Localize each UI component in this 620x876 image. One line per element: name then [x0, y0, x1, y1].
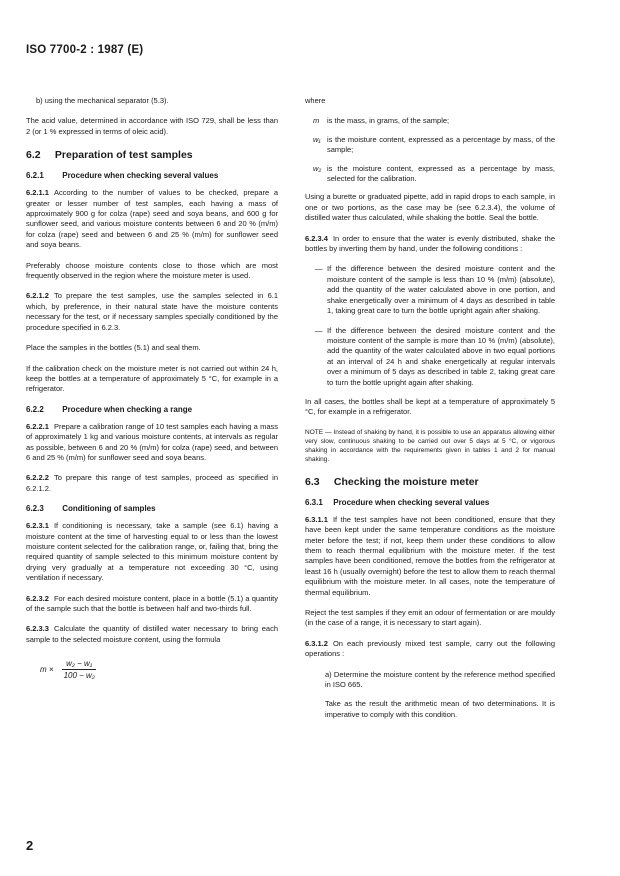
section-title: Procedure when checking several values — [333, 497, 490, 507]
paragraph-number: 6.2.2.1 — [26, 421, 49, 431]
paragraph-text: On each previously mixed test sample, carry out the following operations : — [305, 638, 555, 659]
formula-numerator: w₂ − w₁ — [62, 659, 96, 670]
paragraph-6-3-1-1 — [305, 515, 555, 598]
list-item-b: b) using the mechanical separator (5.3). — [36, 96, 169, 105]
shaking-note: NOTE — Instead of shaking by hand, it is possible to use an apparatus allowing either very slow, continuous shaking to be carried out over 5 days at 5 °C, or vigorous shaking in accordance with the requirements given in tables 1 and 2 for manual shaking. — [305, 428, 555, 463]
formula-mass-term: m × — [40, 665, 54, 675]
section-number: 6.2.2 — [26, 404, 44, 414]
acid-value-paragraph: The acid value, determined in accordance with ISO 729, shall be less than 2 (or 1 % expressed in terms of oleic acid). — [26, 116, 278, 136]
section-6-2-1-heading — [26, 171, 278, 180]
paragraph-6-2-3-1 — [26, 521, 278, 583]
standard-header: ISO 7700-2 : 1987 (E) — [26, 44, 144, 56]
section-6-3-heading — [305, 476, 555, 488]
section-number: 6.2.3 — [26, 504, 44, 514]
paragraph-number: 6.3.1.2 — [305, 638, 328, 648]
paragraph-6-2-1-2 — [26, 291, 278, 333]
paragraph-text: To prepare the test samples, use the samples selected in 6.1 which, by preference, in their natural state have the moisture contents necessary for the test, or if necessary samples specially conditioned by the procedure specified in 6.2.3. — [26, 291, 278, 332]
variable-text: is the moisture content, expressed as a percentage by mass, selected for the calibration. — [327, 163, 555, 184]
section-title: Procedure when checking a range — [62, 404, 193, 414]
section-number: 6.2 — [26, 149, 41, 162]
paragraph-number: 6.2.3.3 — [26, 624, 49, 634]
section-title: Procedure when checking several values — [62, 171, 219, 181]
variable-symbol: w₂ — [313, 163, 322, 173]
paragraph-text: According to the number of values to be checked, prepare a greater or lesser number of test samples, each having a mass of approximately 900 g for colza (rape) seed and soya beans, and 600 g for sunflower seed, and various moisture contents between 6 and 20 % (m/m) for colza (rape) seed and between 6 and 25 % (m/m) for sunflower seed and soya beans. — [26, 188, 278, 250]
place-samples-paragraph: Place the samples in the bottles (5.1) and seal them. — [26, 343, 201, 353]
variable-symbol: w₁ — [313, 134, 321, 144]
paragraph-text: If the test samples have not been conditioned, ensure that they have been kept under the same temperature conditions as the moisture meter before the test; if not, keep them under these conditions to allow them to reach thermal equilibrium with the moisture meter. If the test samples have been conditioned, remove the bottles from the refrigerator at least 16 h (usually overnight) before the test to allow them to reach thermal equilibrium with the moisture meter. In all cases, note the temperature of thermal equilibrium. — [305, 514, 555, 597]
paragraph-number: 6.2.3.2 — [26, 593, 49, 603]
section-number: 6.3 — [305, 475, 320, 488]
paragraph-number: 6.2.3.4 — [305, 233, 328, 243]
formula-fraction — [60, 659, 99, 680]
reject-paragraph: Reject the test samples if they emit an odour of fermentation or are mouldy (in the case of a range, it is necessary to start again). — [305, 608, 555, 628]
preference-paragraph: Preferably choose moisture contents close to those which are most frequently observed in the region where the moisture meter is used. — [26, 260, 278, 281]
burette-paragraph: Using a burette or graduated pipette, add in rapid drops to each sample, in one or two portions, as the case may be (see 6.2.3.4), the volume of distilled water thus calculated, while shaking the bottle. Seal the bottle. — [305, 192, 555, 223]
paragraph-text: In order to ensure that the water is evenly distributed, shake the bottles by inverting them by hand, under the following conditions : — [305, 233, 555, 254]
where-label: where — [305, 96, 326, 105]
paragraph-6-2-3-3 — [26, 624, 278, 645]
left-column — [26, 96, 278, 680]
section-6-2-heading — [26, 149, 278, 161]
variable-text: is the mass, in grams, of the sample; — [327, 116, 450, 126]
variable-m — [305, 116, 555, 126]
section-6-2-3-heading — [26, 504, 278, 513]
variable-w1 — [305, 135, 555, 156]
paragraph-text: To prepare this range of test samples, proceed as specified in 6.2.1.2. — [26, 473, 278, 493]
variable-definitions — [305, 116, 555, 184]
condition-more-than-10: — If the difference between the desired moisture content and the moisture content of the sample is more than 10 % (m/m) (absolute), add the quantity of the water calculated above in two equal portions at an interval of 24 h and shake energetically at regular intervals over a minimum of 5 days as described in table 2, taking great care to turn the bottle upright again after shaking. — [315, 325, 555, 387]
paragraph-number: 6.3.1.1 — [305, 514, 328, 524]
section-number: 6.2.1 — [26, 171, 44, 181]
variable-text: is the moisture content, expressed as a percentage by mass, of the sample; — [327, 134, 555, 155]
list-item-a: a) Determine the moisture content by the reference method specified in ISO 665. — [325, 669, 555, 690]
paragraph-6-2-1-1 — [26, 188, 278, 250]
variable-symbol: m — [313, 116, 320, 126]
paragraph-6-2-2-1 — [26, 422, 278, 464]
paragraph-text: If conditioning is necessary, take a sample (see 6.1) having a moisture content at the time of harvesting equal to or less than the lowest moisture content selected for the calibration range, or, failing that, bring the required quantity of sample selected to this minimum moisture content by drying very gradually at a temperature not exceeding 30 °C, using ventilation if necessary. — [26, 521, 278, 583]
section-6-3-1-heading — [305, 498, 555, 507]
section-number: 6.3.1 — [305, 497, 323, 507]
water-quantity-formula — [40, 659, 278, 680]
page-number: 2 — [26, 838, 34, 853]
paragraph-6-2-2-2 — [26, 473, 278, 494]
section-title: Conditioning of samples — [62, 504, 156, 514]
paragraph-number: 6.2.1.1 — [26, 188, 49, 198]
formula-denominator: 100 − w₂ — [63, 671, 95, 681]
paragraph-text: Calculate the quantity of distilled water necessary to bring each sample to the selected moisture content, using the formula — [26, 624, 278, 644]
paragraph-number: 6.2.3.1 — [26, 521, 49, 531]
paragraph-6-2-3-4 — [305, 234, 555, 255]
right-column — [305, 96, 555, 729]
variable-w2 — [305, 164, 555, 185]
section-title: Checking the moisture meter — [333, 475, 479, 488]
calibration-paragraph: If the calibration check on the moisture meter is not carried out within 24 h, keep the bottles at a temperature of approximately 5 °C, for example in a refrigerator. — [26, 363, 278, 394]
paragraph-6-3-1-2 — [305, 639, 555, 660]
condition-less-than-10: — If the difference between the desired moisture content and the moisture content of the sample is less than 10 % (m/m) (absolute), add the quantity of the water calculated above in one portion, and shake energetically over a minimum of 4 days as described in table 1, taking great care to turn the bottle upright again after shaking. — [315, 264, 555, 316]
paragraph-text: Prepare a calibration range of 10 test samples each having a mass of approximately 1 kg and various moisture contents, at intervals as regular as possible, between 6 and 20 % (m/m) for colza (rape) seed, and between 6 and 25 % (m/m) for sunflower seed and soya beans. — [26, 421, 278, 462]
result-mean-paragraph: Take as the result the arithmetic mean of two determinations. It is imperative to comply with this condition. — [325, 699, 555, 719]
paragraph-number: 6.2.1.2 — [26, 291, 49, 301]
paragraph-number: 6.2.2.2 — [26, 473, 49, 483]
paragraph-6-2-3-2 — [26, 594, 278, 615]
paragraph-text: For each desired moisture content, place in a bottle (5.1) a quantity of the sample such that the bottle is between half and two-thirds full. — [26, 593, 278, 613]
section-6-2-2-heading — [26, 405, 278, 414]
all-cases-paragraph: In all cases, the bottles shall be kept at a temperature of approximately 5 °C, for example in a refrigerator. — [305, 396, 555, 417]
section-title: Preparation of test samples — [54, 149, 193, 162]
